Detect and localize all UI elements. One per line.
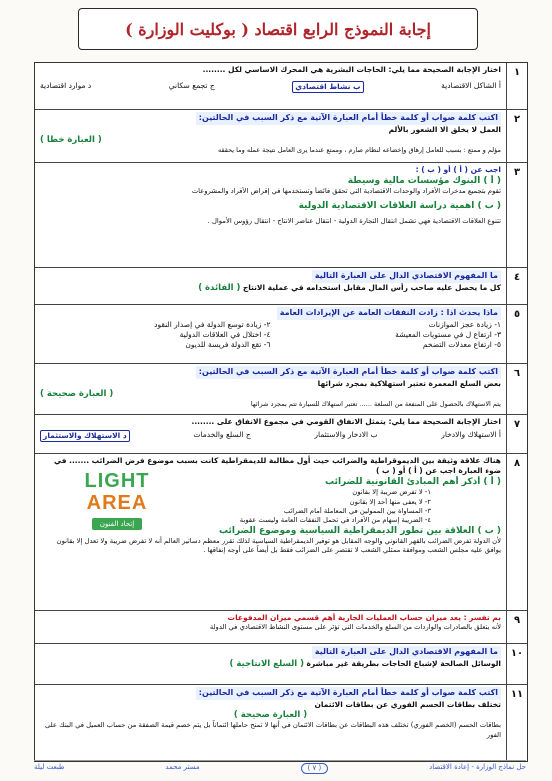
option-a[interactable]: أ الاستهلاك والادخار (441, 430, 501, 440)
question-number: ٤ (506, 268, 527, 304)
footer-left: طبعت ليلة (34, 763, 65, 771)
part-b-title: ( ب ) اهمية دراسة العلاقات الاقتصادية الدولية (298, 201, 501, 212)
watermark-line-3: إتحاد الفنون (92, 518, 142, 530)
part-a-title: ( أ ) أذكر أهم المبادئ القانونية للضرائب (325, 477, 501, 488)
explanation: لأنه يتعلق بالصادرات والواردات من السلع والخدمات التي تؤثر على مستوى النشاط الاقتصادي في الدولة (209, 623, 501, 632)
question-row-1 (35, 63, 527, 110)
question-number: ١٠ (506, 644, 527, 684)
effect-item: ٣- ارتفاع ل في مستويات المعيشة (395, 329, 501, 339)
option-d-selected[interactable]: د الاستهلاك والاستثمار (40, 430, 130, 442)
option-c[interactable]: ج السلع والخدمات (193, 430, 251, 440)
option-d[interactable]: د موارد اقتصادية (40, 81, 92, 91)
question-text: اكتب كلمة صواب أو كلمة خطأ أمام العبارة الآتية مع ذكر السبب في الحالتين: (196, 687, 501, 700)
watermark-line-2: AREA (86, 492, 148, 514)
part-a-text: تقوم بتجميع مدخرات الأفراد والوحدات الاقتصادية التي تحقق فائضاً وتستخدمها في إقراض الأفراد والمشروعات (191, 187, 501, 196)
question-row-10 (35, 644, 527, 685)
principle-item: ٢- لا يعفى منها أحد إلا بقانون (349, 497, 431, 506)
question-row-4 (35, 268, 527, 305)
question-number: ٢ (506, 110, 527, 162)
statement: الوسائل الصالحة لإشباع الحاجات بطريقة غير مباشرة (306, 658, 501, 668)
question-text: اجب عن ( أ ) أو ( ب ) : (415, 165, 501, 174)
statement: العمل لا يخلق الا الشعور بالألم (388, 124, 501, 134)
question-number: ٨ (506, 454, 527, 610)
question-row-11 (35, 685, 527, 761)
principle-item: ٤- الضريبة إسهام من الأفراد في تحمل النفقات العامة وليست عقوبة (239, 515, 431, 524)
part-b-title: ( ب ) العلاقة بين تطور الديمقراطية السياسية وموضوع الضرائب (218, 526, 501, 537)
page-title: إجابة النموذج الرابع اقتصاد ( بوكليت الوزارة ) (125, 19, 431, 39)
effect-item: ٦- تقع الدولة فريسة للديون (185, 340, 271, 350)
question-number: ٧ (506, 415, 527, 453)
principle-item: ١- لا تفرض ضريبة إلا بقانون (352, 488, 431, 497)
effect-item: ٢- زيادة توسع الدولة في إصدار النقود (154, 319, 271, 329)
reason: بطاقات الحسم (الخصم الفوري) تختلف هذه البطاقات عن بطاقات الائتمان في أنها لا تمنح حاملها ائتماناً بل يتم خصم قيمة الصفقة من حساب العميل في البنك على الفور (45, 721, 501, 739)
statement: بعض السلع المعمرة تعتبر استهلاكية بمجرد شرائها (317, 378, 501, 388)
footer-right: حل نماذج الوزارة - إعادة الاقتصاد (429, 763, 526, 771)
answer: ( الفائدة ) (198, 282, 241, 293)
question-number: ٦ (506, 364, 527, 414)
option-b-selected[interactable]: ب نشاط اقتصادي (292, 81, 363, 93)
question-row-7 (35, 415, 527, 454)
question-text: اكتب كلمة صواب أو كلمة خطأ أمام العبارة الآتية مع ذكر السبب في الحالتين: (196, 112, 501, 125)
page-number: ( ٧ ) (301, 763, 329, 774)
question-number: ١ (506, 63, 527, 109)
question-number: ٣ (506, 163, 527, 267)
option-a[interactable]: أ الشاكل الاقتصادية (441, 81, 501, 91)
reason: يتم الاستهلاك بالحصول على المنفعة من السلعة ...... تعتبر استهلاك للسيارة تتم بمجرد شرائها (250, 400, 501, 409)
answer: ( العبارة خطأ ) (40, 134, 102, 145)
question-number: ٩ (506, 611, 527, 643)
question-row-2 (35, 110, 527, 163)
effect-item: ١- زيادة عجز الموازنات (428, 319, 501, 329)
question-row-5 (35, 305, 527, 364)
statement: تختلف بطاقات الحسم الفوري عن بطاقات الائتمان (314, 699, 501, 709)
reason: مؤلم و ممتع : بسبب للعامل إرهاق وإخضاعه لنظام صارم ، وممتع عندما يرى العامل نتيجة عمله وما يحققه (218, 146, 501, 155)
question-row-3 (35, 163, 527, 268)
effect-item: ٤- اختلال في العلاقات الدولية (179, 329, 271, 339)
principle-item: ٣- المساواة بين الممولين في المعاملة أمام الضرائب (283, 506, 431, 515)
question-text: اكتب كلمة صواب أو كلمة خطأ أمام العبارة الآتية مع ذكر السبب في الحالتين: (196, 366, 501, 379)
part-b-text: لأن الدولة تفرض الضرائب بالقهر القانوني والوجه المقابل هو توفير الديمقراطية السياسية لذلك تقرر معظم دساتير العالم أنه لا تفرض ضريبة ولا تعدل إلا بقانون يوافق عليه مجلس الشعب وموافقة ممثلي الشعب لا تقتصر على الضرائب فقط بل أيضاً على أوجه إنفاقها . (56, 537, 501, 555)
question-text: اختار الإجابة الصحيحة مما يلي: يتمثل الانفاق القومي في مجموع الانفاق على ........ (191, 417, 501, 426)
question-text: ما المفهوم الاقتصادي الدال على العبارة التالية (312, 270, 501, 283)
option-c[interactable]: ج تجمع سكاني (168, 81, 215, 91)
question-text: ما المفهوم الاقتصادي الدال على العبارة التالية (312, 646, 501, 659)
title-box (78, 8, 478, 50)
watermark-line-1: LIGHT (84, 470, 150, 492)
question-text: ماذا يحدث اذا : زادت النفقات العامة عن الإيرادات العامة (277, 307, 501, 320)
answer: ( السلع الانتاجية ) (229, 658, 305, 669)
option-b[interactable]: ب الادخار والاستثمار (314, 430, 378, 440)
questions-table (34, 62, 528, 762)
part-b-text: تتنوع العلاقات الاقتصادية فهي تشمل انتقال التجارة الدولية - انتقال عناصر الانتاج - انتقال رؤوس الأموال . (207, 216, 501, 225)
part-a-title: ( أ ) البنوك مؤسسات مالية وسيطة (347, 176, 501, 187)
effect-item: ٥- ارتفاع معدلات التضخم (422, 340, 501, 350)
answer: ( العبارة صحيحة ) (233, 709, 308, 720)
question-row-9 (35, 611, 527, 644)
question-row-6 (35, 364, 527, 415)
question-text: اختار الإجابة الصحيحة مما يلي: الحاجات البشرية هي المحرك الاساسي لكل ........ (202, 65, 501, 74)
question-text: هناك علاقة وثيقة بين الديموقراطية والضرائب حيث أول مطالبة للديمقراطية كانت بسبب موضوع فرض الضرائب ....... في ضوء العبارة اجب عن ( أ ) أو ( ب ) (53, 456, 501, 476)
question-number: ٥ (506, 305, 527, 363)
watermark-logo (74, 470, 160, 542)
page-footer (34, 760, 526, 774)
statement: كل ما يحصل عليه صاحب رأس المال مقابل استخدامه في عملية الانتاج (242, 282, 501, 292)
footer-middle: مستر محمد (165, 763, 200, 771)
question-number: ١١ (506, 685, 527, 761)
answer: ( العبارة صحيحة ) (40, 388, 114, 399)
question-text: بم تفسر : يعد ميزان حساب العمليات الجارية أهم قسمي ميزان المدفوعات (227, 613, 501, 622)
